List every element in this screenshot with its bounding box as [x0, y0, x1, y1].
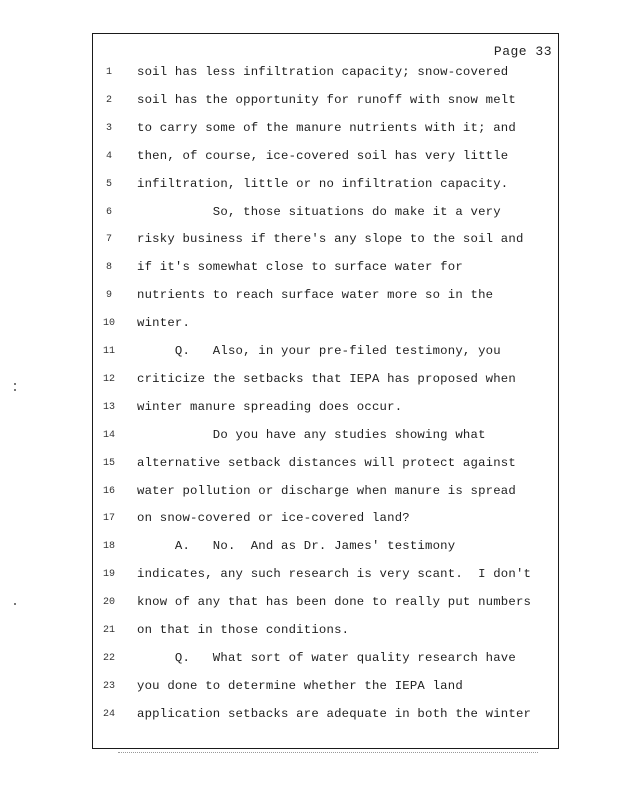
line-text: soil has less infiltration capacity; snow-covered: [137, 65, 509, 79]
transcript-line: [0, 65, 618, 85]
line-text: application setbacks are adequate in both the winter: [137, 706, 532, 721]
line-number: 19: [102, 569, 115, 581]
transcript-line: [0, 623, 618, 643]
line-number: 14: [102, 429, 115, 441]
line-text: on snow-covered or ice-covered land?: [137, 511, 410, 526]
transcript-line: [0, 260, 618, 280]
line-number: 8: [105, 262, 112, 274]
margin-mark: [14, 383, 16, 385]
line-text: risky business if there's any slope to the soil and: [137, 232, 524, 247]
line-number: 21: [102, 625, 115, 636]
line-number: 16: [102, 485, 115, 497]
transcript-line: [0, 232, 618, 252]
line-number: 7: [105, 234, 112, 246]
line-text: infiltration, little or no infiltration capacity.: [137, 176, 509, 191]
line-text: So, those situations do make it a very: [137, 204, 501, 219]
line-text: winter manure spreading does occur.: [137, 399, 403, 414]
transcript-line: [0, 428, 618, 448]
line-text: you done to determine whether the IEPA land: [137, 678, 463, 693]
line-number: 6: [105, 206, 112, 218]
transcript-line: [0, 484, 618, 504]
line-number: 1: [105, 67, 112, 78]
line-number: 10: [102, 318, 115, 330]
transcript-line: [0, 316, 618, 336]
transcript-line: [0, 567, 618, 587]
line-number: 9: [105, 290, 112, 302]
line-text: Q. Also, in your pre-filed testimony, you: [137, 344, 501, 358]
line-text: Q. What sort of water quality research have: [137, 650, 516, 665]
scan-noise: [118, 752, 538, 755]
transcript-line: [0, 595, 618, 615]
transcript-line: [0, 205, 618, 225]
transcript-line: [0, 539, 618, 559]
transcript-line: [0, 344, 618, 364]
line-number: 23: [102, 680, 115, 692]
transcript-line: [0, 511, 618, 531]
transcript-line: [0, 288, 618, 308]
line-number: 15: [102, 457, 115, 469]
line-number: 12: [102, 373, 115, 385]
line-number: 17: [102, 513, 115, 525]
transcript-line: [0, 121, 618, 141]
line-text: soil has the opportunity for runoff with snow melt: [137, 92, 516, 107]
transcript-line: [0, 400, 618, 420]
line-text: indicates, any such research is very scant. I don't: [137, 567, 532, 582]
line-number: 4: [105, 150, 112, 162]
line-number: 3: [105, 122, 112, 134]
line-number: 22: [102, 652, 115, 664]
transcript-line: [0, 456, 618, 476]
line-text: if it's somewhat close to surface water for: [137, 260, 463, 275]
line-number: 2: [105, 94, 112, 106]
margin-mark: [14, 603, 16, 605]
transcript-line: [0, 149, 618, 169]
line-number: 18: [102, 541, 115, 553]
line-number: 11: [102, 346, 115, 357]
transcript-line: [0, 93, 618, 113]
line-number: 13: [102, 401, 115, 413]
transcript-line: [0, 651, 618, 671]
transcript-line: [0, 707, 618, 727]
line-number: 5: [105, 178, 112, 190]
line-text: know of any that has been done to really put numbers: [137, 595, 532, 610]
line-number: 20: [102, 597, 115, 609]
transcript-line: [0, 372, 618, 392]
line-text: then, of course, ice-covered soil has very little: [137, 148, 509, 163]
line-text: criticize the setbacks that IEPA has proposed when: [137, 371, 516, 386]
line-text: winter.: [137, 316, 191, 331]
line-text: water pollution or discharge when manure is spread: [137, 483, 516, 498]
transcript-line: [0, 177, 618, 197]
line-text: to carry some of the manure nutrients with it; and: [137, 120, 516, 135]
line-text: A. No. And as Dr. James' testimony: [137, 539, 456, 554]
transcript-line: [0, 679, 618, 699]
margin-mark: [14, 389, 16, 391]
line-text: nutrients to reach surface water more so in the: [137, 288, 494, 303]
line-text: Do you have any studies showing what: [137, 427, 486, 442]
page-number: Page 33: [493, 44, 552, 59]
line-text: on that in those conditions.: [137, 623, 350, 637]
line-text: alternative setback distances will protect against: [137, 455, 516, 470]
line-number: 24: [102, 708, 115, 720]
